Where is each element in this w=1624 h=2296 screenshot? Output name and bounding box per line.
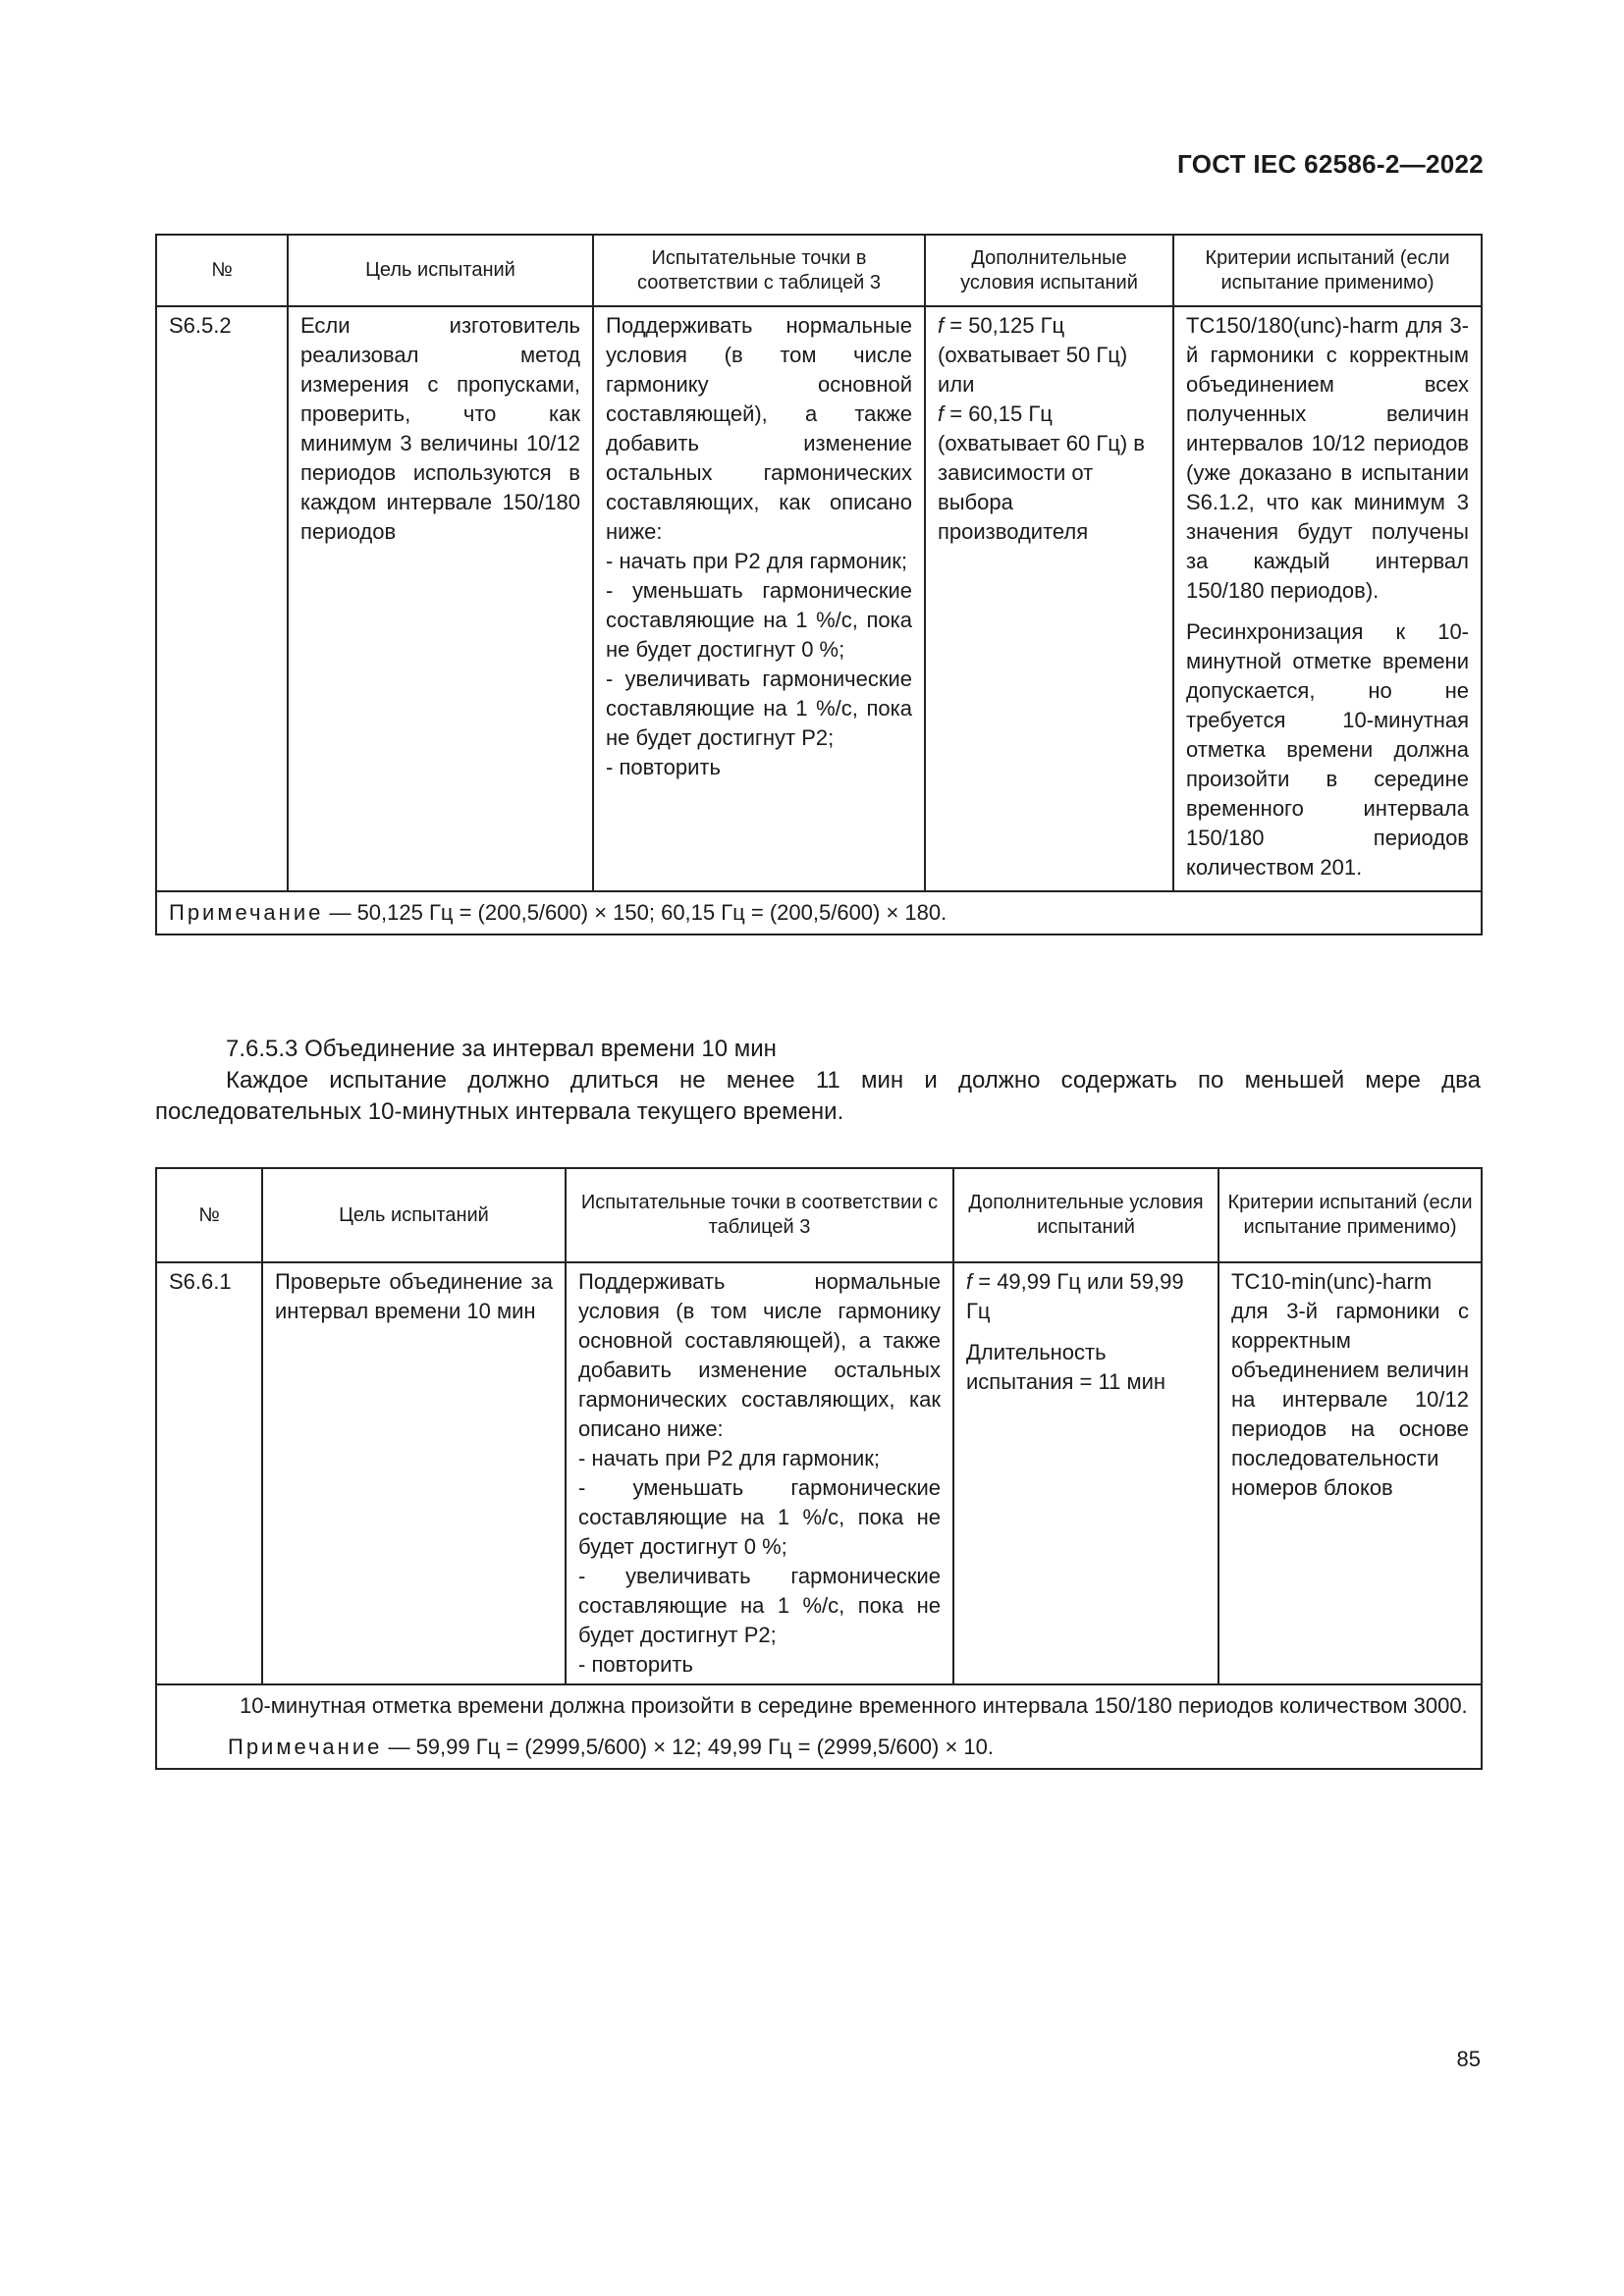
- section-body: [155, 1034, 1481, 1128]
- freq-symbol: f: [938, 313, 945, 338]
- header-number: №: [156, 235, 288, 306]
- test-table-s661: [155, 1167, 1483, 1770]
- test-points-steps: - начать при Р2 для гармоник; - уменьшать гармонические составляющие на 1 %/с, пока не будет достигнут 0 %; - увеличивать гармонические составляющие на 1 %/с, пока не будет достигнут Р2; - повторить: [578, 1446, 941, 1677]
- table-row: [156, 1262, 1482, 1684]
- page-number: 85: [1456, 2047, 1481, 2071]
- test-purpose: Если изготовитель реализовал метод измерения с пропусками, проверить, что как минимум 3 величины 10/12 периодов используются в каждом интервале 150/180 периодов: [288, 306, 593, 891]
- condition-duration: Длительность испытания = 11 мин: [966, 1340, 1166, 1394]
- header-number: №: [156, 1168, 262, 1262]
- header-test-points: Испытательные точки в соответствии с таблицей 3: [593, 235, 925, 306]
- table-footer: [156, 1684, 1482, 1769]
- header-criteria: Критерии испытаний (если испытание применимо): [1218, 1168, 1482, 1262]
- table-note: [169, 1733, 1469, 1762]
- test-table-s652: [155, 234, 1483, 935]
- table-header-row: [156, 1168, 1482, 1262]
- condition-freq-50: [938, 311, 1161, 400]
- test-criteria: TC10-min(unc)-harm для 3-й гармоники с корректным объединением величин на интервале 10/12 периодов на основе последовательности номеров блоков: [1218, 1262, 1482, 1684]
- test-number: S6.5.2: [156, 306, 288, 891]
- table-note: [156, 891, 1482, 934]
- test-points: [566, 1262, 953, 1684]
- test-points-intro: Поддерживать нормальные условия (в том числе гармонику основной составляющей), а также добавить изменение остальных гармонических составляющих, как описано ниже:: [578, 1269, 941, 1441]
- test-conditions: [953, 1262, 1218, 1684]
- freq-symbol: f: [938, 401, 945, 426]
- section-heading: 7.6.5.3 Объединение за интервал времени 10 мин: [226, 1036, 777, 1062]
- test-points: [593, 306, 925, 891]
- table-header-row: [156, 235, 1482, 306]
- freq-symbol: f: [966, 1269, 973, 1294]
- note-text: — 59,99 Гц = (2999,5/600) × 12; 49,99 Гц = (2999,5/600) × 10.: [382, 1735, 995, 1759]
- test-conditions: [925, 306, 1173, 891]
- table-footer-row: [156, 1684, 1482, 1769]
- criteria-paragraph-2: Ресинхронизация к 10-минутной отметке времени допускается, но не требуется 10-минутная отметка времени должна произойти в середине временного интервала 150/180 периодов количеством 201.: [1186, 619, 1469, 880]
- note-text: — 50,125 Гц = (200,5/600) × 150; 60,15 Гц = (200,5/600) × 180.: [323, 900, 947, 925]
- condition-freq-60-text: = 60,15 Гц (охватывает 60 Гц) в зависимости от выбора производителя: [938, 401, 1145, 544]
- header-purpose: Цель испытаний: [288, 235, 593, 306]
- test-number: S6.6.1: [156, 1262, 262, 1684]
- condition-freq-text: = 49,99 Гц или 59,99 Гц: [966, 1269, 1184, 1323]
- condition-freq: [966, 1267, 1206, 1326]
- condition-freq-60: [938, 400, 1161, 547]
- header-conditions: Дополнительные условия испытаний: [953, 1168, 1218, 1262]
- note-label: Примечание: [228, 1735, 383, 1759]
- footer-text: 10-минутная отметка времени должна произойти в середине временного интервала 150/180 периодов количеством 3000.: [240, 1693, 1468, 1718]
- test-criteria: [1173, 306, 1482, 891]
- criteria-paragraph-1: TC150/180(unc)-harm для 3-й гармоники с корректным объединением всех полученных величин интервалов 10/12 периодов (уже доказано в испытании S6.1.2, что как минимум 3 значения будут получены за каждый интервал 150/180 периодов).: [1186, 313, 1469, 603]
- table-note-row: [156, 891, 1482, 934]
- header-purpose: Цель испытаний: [262, 1168, 566, 1262]
- header-conditions: Дополнительные условия испытаний: [925, 235, 1173, 306]
- table-row: [156, 306, 1482, 891]
- header-test-points: Испытательные точки в соответствии с таблицей 3: [566, 1168, 953, 1262]
- document-header: ГОСТ IEC 62586-2—2022: [1177, 149, 1484, 179]
- test-points-intro: Поддерживать нормальные условия (в том числе гармонику основной составляющей), а также добавить изменение остальных гармонических составляющих, как описано ниже:: [606, 313, 912, 544]
- test-purpose: Проверьте объединение за интервал времени 10 мин: [262, 1262, 566, 1684]
- note-label: Примечание: [169, 900, 324, 925]
- header-criteria: Критерии испытаний (если испытание применимо): [1173, 235, 1482, 306]
- section-paragraph: Каждое испытание должно длиться не менее 11 мин и должно содержать по меньшей мере два последовательных 10-минутных интервала текущего времени.: [155, 1067, 1481, 1125]
- test-points-steps: - начать при Р2 для гармоник; - уменьшать гармонические составляющие на 1 %/с, пока не будет достигнут 0 %; - увеличивать гармонические составляющие на 1 %/с, пока не будет достигнут Р2; - повторить: [606, 549, 912, 779]
- condition-freq-50-text: = 50,125 Гц (охватывает 50 Гц) или: [938, 313, 1128, 397]
